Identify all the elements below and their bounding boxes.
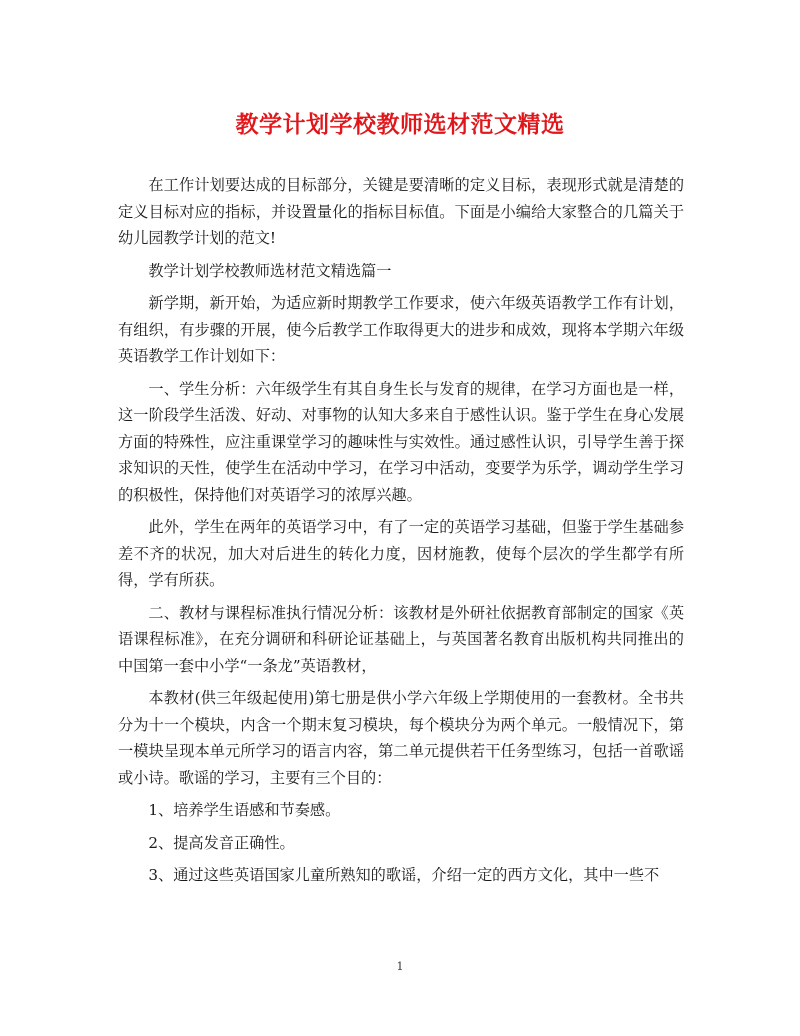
document-title: 教学计划学校教师选材范文精选 (235, 111, 565, 138)
paragraph-section-heading: 教学计划学校教师选材范文精选篇一 (148, 261, 392, 280)
paragraph-new-semester: 新学期，新开始，为适应新时期教学工作要求，使六年级英语教学工作有计划，有组织，有步骤的开展，使今后教学工作取得更大的进步和成效，现将本学期六年级英语教学工作计划如下： (118, 294, 684, 365)
page-number: 1 (396, 960, 404, 973)
list-item-3: 3、通过这些英语国家儿童所熟知的歌谣，介绍一定的西方文化，其中一些不 (148, 866, 660, 884)
paragraph-textbook-volume: 本教材(供三年级起使用)第七册是供小学六年级上学期使用的一套教材。全书共分为十一个模块，内含一个期末复习模块，每个模块分为两个单元。一般情况下，第一模块呈现本单元所学习的语言内容，第二单元提供若干任务型练习，包括一首歌谣或小诗。歌谣的学习，主要有三个目的： (118, 689, 684, 787)
list-item-1: 1、培养学生语感和节奏感。 (148, 801, 341, 819)
paragraph-intro: 在工作计划要达成的目标部分，关键是要清晰的定义目标，表现形式就是清楚的定义目标对应的指标，并设置量化的指标目标值。下面是小编给大家整合的几篇关于幼儿园教学计划的范文! (118, 176, 684, 247)
paragraph-student-analysis: 一、学生分析：六年级学生有其自身生长与发育的规律，在学习方面也是一样，这一阶段学生活泼、好动、对事物的认知大多来自于感性认识。鉴于学生在身心发展方面的特殊性，应注重课堂学习的趣味性与实效性。通过感性认识，引导学生善于探求知识的天性，使学生在活动中学习，在学习中活动，变要学为乐学，调动学生学习的积极性，保持他们对英语学习的浓厚兴趣。 (118, 379, 684, 504)
document-body (118, 172, 684, 895)
paragraph-additionally: 此外，学生在两年的英语学习中，有了一定的英语学习基础，但鉴于学生基础参差不齐的状况，加大对后进生的转化力度，因材施教，使每个层次的学生都学有所得，学有所获。 (118, 518, 684, 589)
list-item-2: 2、提高发音正确性。 (148, 833, 295, 852)
paragraph-textbook-analysis: 二、教材与课程标准执行情况分析：该教材是外研社依据教育部制定的国家《英语课程标准》，在充分调研和科研论证基础上，与英国著名教育出版机构共同推出的中国第一套中小学“一条龙”英语教材， (118, 603, 684, 675)
